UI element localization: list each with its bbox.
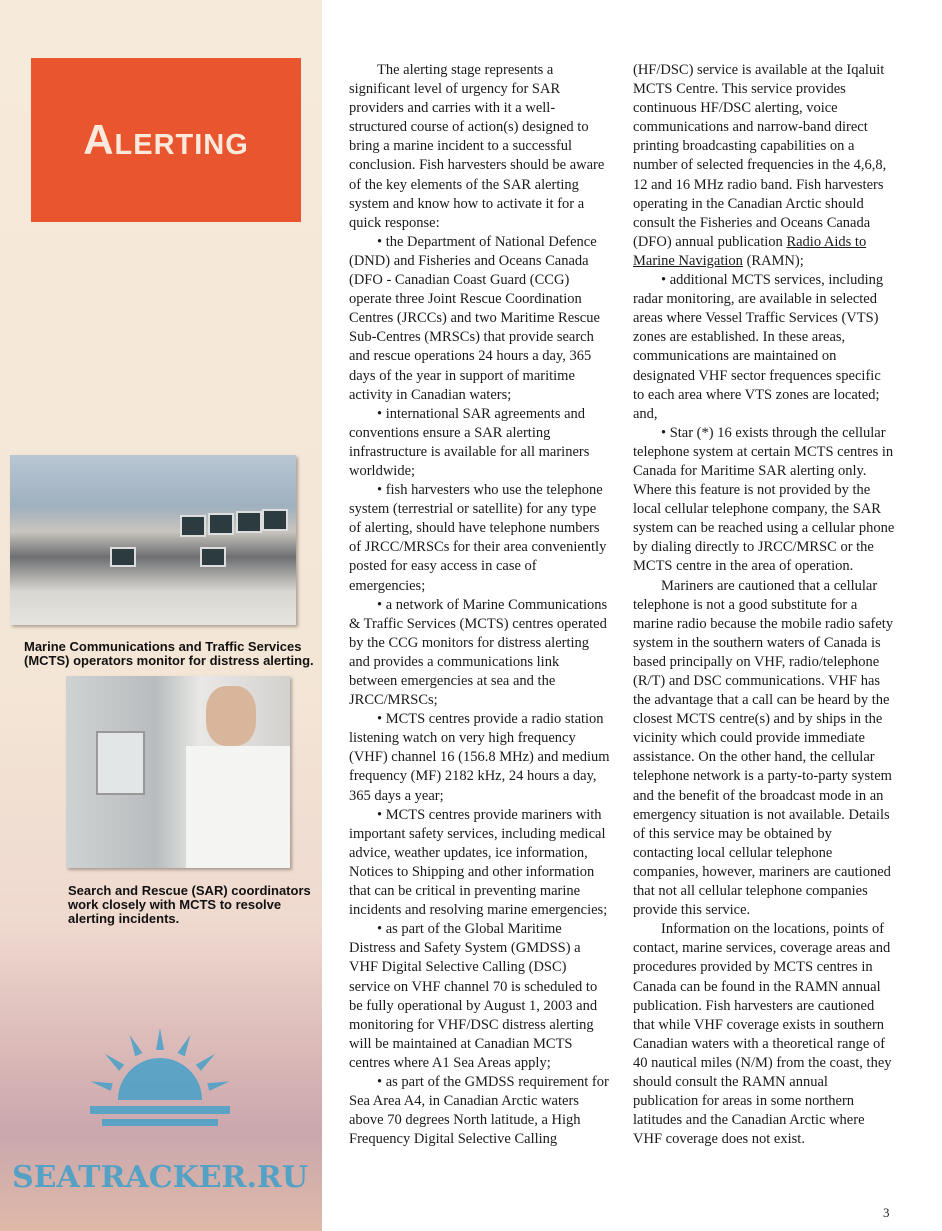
text-column-2 [633, 61, 895, 1149]
cellular-caution-paragraph: Mariners are cautioned that a cellular telephone is not a good substitute for a marine radio because the mobile radio safety system in the southern waters of Canada is based principally on VHF, radio/telephone (R/T) and DSC communications. VHF has the advantage that a call can be heard by the closest MCTS centre(s) and by ships in the vicinity which could provide immediate assistance. On the other hand, the cellular telephone network is a party-to-party system and the benefit of the broadcast mode in an emergency situation is not available. Details of this service may be obtained by contacting local cellular telephone companies, however, mariners are cautioned that not all cellular telephone companies provide this service. [633, 577, 894, 919]
section-title-box [31, 58, 301, 222]
page-number: 3 [883, 1205, 890, 1220]
bullet-item: • international SAR agreements and conventions ensure a SAR alerting infrastructure is available for all mariners worldwide; [349, 405, 590, 479]
photo-caption-2: Search and Rescue (SAR) coordinators work closely with MCTS to resolve alerting incidents. [68, 883, 311, 926]
watermark-text: SEATRACKER.RU [12, 1160, 308, 1195]
photo-caption-1: Marine Communications and Traffic Services (MCTS) operators monitor for distress alerting. [24, 639, 314, 668]
text-span: (RAMN); [742, 252, 804, 269]
bullet-item: • additional MCTS services, including radar monitoring, are available in selected areas where Vessel Traffic Services (VTS) zones are established. In these areas, communications are maintained on designated VHF sector frequences specific to each area where VTS zones are located; and, [633, 272, 884, 422]
sar-coordinator-photo [66, 676, 290, 868]
mcts-info-paragraph: Information on the locations, points of contact, marine services, coverage areas and procedures provided by MCTS centres in Canada can be found in the RAMN annual publication. Fish harvesters are cautioned that while VHF coverage exists in southern Canadian waters with a theoretical range of 40 nautical miles (N/M) from the coast, they should consult the RAMN annual publication for areas in some northern latitudes and the Canadian Arctic where VHF coverage does not exist. [633, 921, 892, 1148]
intro-paragraph: The alerting stage represents a significant level of urgency for SAR providers and carries with it a well-structured course of action(s) designed to bring a marine incident to a successful conclusion. Fish harvesters should be aware of the key elements of the SAR alerting system and know how to activate it for a quick response: [349, 62, 605, 231]
bullet-item: • as part of the GMDSS requirement for Sea Area A4, in Canadian Arctic waters above 70 degrees North latitude, a High Frequency Digital Selective Calling [349, 1073, 609, 1148]
bullet-item: • a network of Marine Communications & Traffic Services (MCTS) centres operated by the CCG monitors for distress alerting and provides a communications link between emergencies at sea and the JRCC/MRSCs; [349, 596, 608, 709]
bullet-item: • the Department of National Defence (DND) and Fisheries and Oceans Canada (DFO - Canadian Coast Guard (CCG) operate three Joint Rescue Coordination Centres (JRCCs) and two Maritime Rescue Sub-Centres (MRSCs) that provide search and rescue operations 24 hours a day, 365 days of the year in support of maritime activity in Canadian waters; [349, 233, 600, 403]
bullet-item: • as part of the Global Maritime Distress and Safety System (GMDSS) a VHF Digital Selective Calling (DSC) service on VHF channel 70 is scheduled to be fully operational by August 1, 2003 and monitoring for VHF/DSC distress alerting will be maintained at Canadian MCTS centres where A1 Sea Areas apply; [349, 921, 598, 1071]
watermark-sun-icon [80, 1000, 240, 1140]
bullet-item: • MCTS centres provide mariners with important safety services, including medical advice, weather updates, ice information, Notices to Shipping and other information that can be critical in preventing marine incidents and resolving marine emergencies; [349, 806, 608, 919]
continued-paragraph [633, 61, 895, 271]
text-column-1 [349, 61, 611, 1149]
mcts-operators-photo [10, 455, 296, 625]
bullet-item: • fish harvesters who use the telephone system (terrestrial or satellite) for any type of alerting, should have telephone numbers of JRCC/MRSCs for their area conveniently posted for easy access in case of emergencies; [349, 482, 607, 594]
bullet-item: • MCTS centres provide a radio station listening watch on very high frequency (VHF) channel 16 (156.8 MHz) and medium frequency (MF) 2182 kHz, 24 hours a day, 365 days a year; [349, 711, 610, 804]
ramn-publication-title: Radio Aids to Marine Navigation [633, 233, 867, 269]
section-title: Alerting [83, 116, 249, 163]
bullet-item: • Star (*) 16 exists through the cellular telephone system at certain MCTS centres in Canada for Maritime SAR alerting only. Where this feature is not provided by the local cellular telephone company, the SAR system can be reached using a cellular phone by dialing directly to JRCC/MRSC or the MCTS centre in the area of operation. [633, 424, 895, 575]
text-span: (HF/DSC) service is available at the Iqaluit MCTS Centre. This service provides continuous HF/DSC alerting, voice communications and narrow-band direct printing broadcasting capabilities on a number of selected frequencies in the 4,6,8, 12 and 16 MHz radio band. Fish harvesters operating in the Canadian Arctic should consult the Fisheries and Oceans Canada (DFO) annual publication [633, 62, 887, 250]
